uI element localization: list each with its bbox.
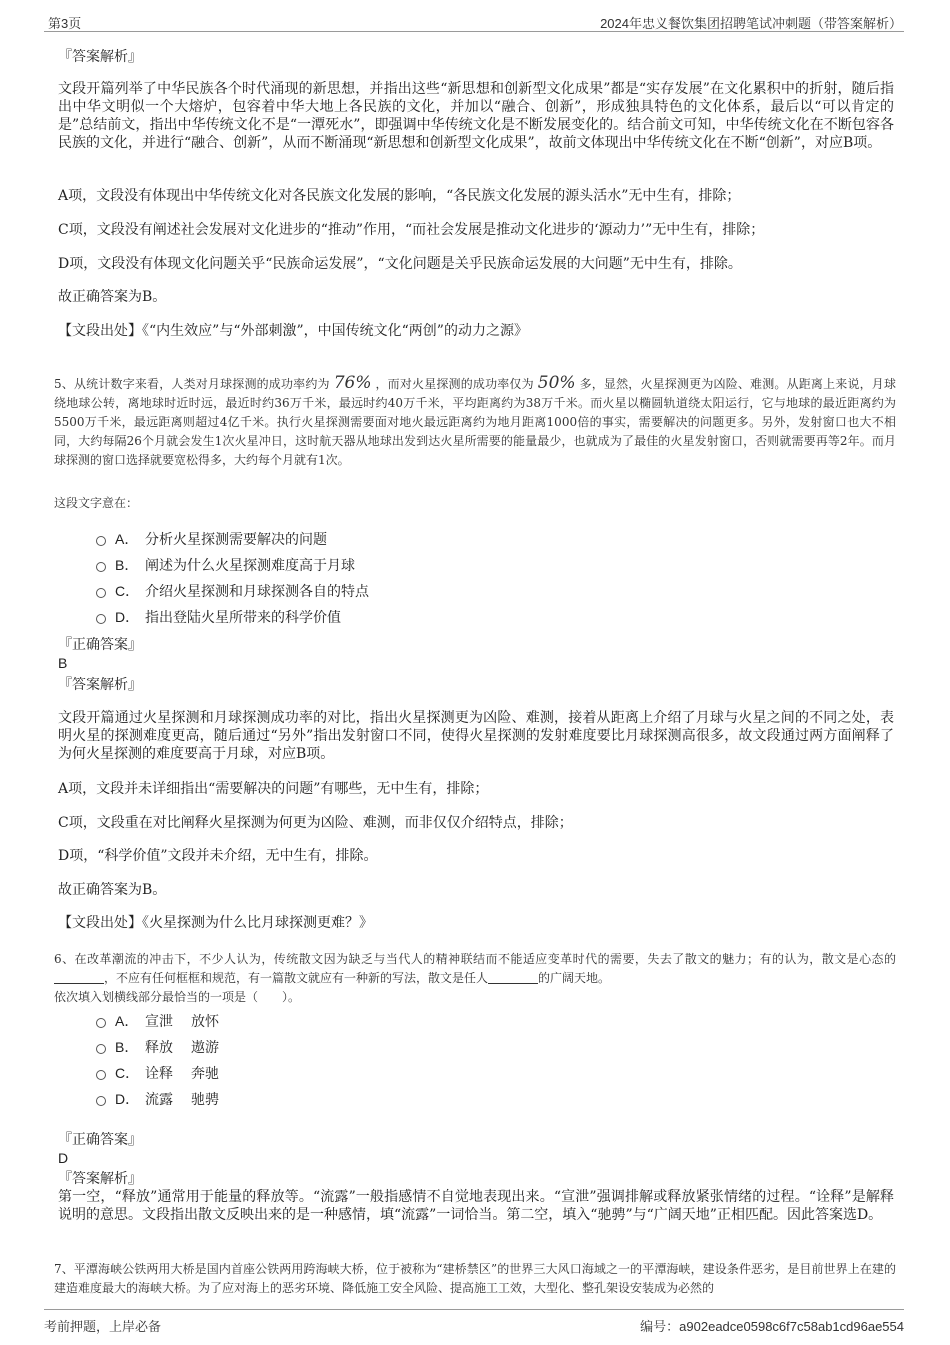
q5-option-c[interactable]: C． 介绍火星探测和月球探测各自的特点 — [96, 578, 369, 604]
q6-prompt: 依次填入划横线部分最恰当的一项是（ ）。 — [54, 990, 301, 1004]
radio-icon[interactable] — [96, 588, 106, 598]
q5-option-c-explanation: C项，文段重在对比阐释火星探测为何更为凶险、难测，而非仅仅介绍特点，排除； — [58, 815, 573, 831]
q5-prompt: 这段文字意在： — [54, 496, 139, 510]
q4-source: 【文段出处】《“内生效应”与“外部刺激”，中国传统文化“两创”的动力之源》 — [58, 323, 528, 339]
q6-option-c[interactable]: C． 诠释 奔驰 — [96, 1060, 219, 1086]
blank-2 — [488, 971, 538, 984]
q5-options — [96, 526, 369, 630]
q5-correct-answer: B — [58, 655, 68, 671]
q6-analysis: 第一空，“释放”通常用于能量的释放等。“流露”一般指感情不自觉地表现出来。“宣泄”强调排解或释放紧张情绪的过程。“诠释”是解释说明的意思。文段指出散文反映出来的是一种感情，填“流露”一词恰当。第二空，填入“驰骋”与“广阔天地”正相匹配。因此答案选D。 — [58, 1189, 894, 1223]
q4-option-d-explanation: D项，文段没有体现文化问题关乎“民族命运发展”，“文化问题是关乎民族命运发展的大问题”无中生有，排除。 — [58, 256, 742, 272]
q6-options — [96, 1008, 219, 1112]
q5-option-d[interactable]: D． 指出登陆火星所带来的科学价值 — [96, 604, 369, 630]
q6-option-a[interactable]: A． 宣泄 放怀 — [96, 1008, 219, 1034]
q6-option-b[interactable]: B． 释放 遨游 — [96, 1034, 219, 1060]
footer-slogan: 考前押题，上岸必备 — [44, 1319, 162, 1334]
q4-conclusion: 故正确答案为B。 — [58, 289, 167, 305]
q5-option-d-explanation: D项，“科学价值”文段并未介绍，无中生有，排除。 — [58, 848, 378, 864]
blank-1 — [54, 971, 104, 984]
mars-success-rate: 50% — [537, 373, 576, 393]
q5-correct-label: 『正确答案』 — [58, 637, 142, 653]
q4-analysis-label: 『答案解析』 — [58, 49, 142, 65]
q5-source: 【文段出处】《火星探测为什么比月球探测更难？》 — [58, 915, 373, 931]
page-footer — [44, 1309, 904, 1336]
q5-option-a-explanation: A项，文段并未详细指出“需要解决的问题”有哪些，无中生有，排除； — [58, 781, 489, 797]
document-id: 编号：a902eadce0598c6f7c58ab1cd96ae554 — [640, 1319, 904, 1334]
q5-stem: 5、从统计数字来看，人类对月球探测的成功率约为 76% ，而对火星探测的成功率仅为 50% 多，显然，火星探测更为凶险、难测。从距离上来说，月球绕地球公转，离地球时近时远，最近时约36万千米，最远时约40万千米，平均距离约为38万千米。而火星以椭圆轨道绕太阳运行，它与地球的最近距离约为5500万千米，最远距离则超过4亿千米。执行火星探测需要面对地火最远距离约为地月距离1000倍的事实，需要解决的问题更多。另外，发射窗口也大不相同，大约每隔26个月就会发生1次火星冲日，这时航天器从地球出发到达火星所需要的能量最少，也就成为了最佳的火星发射窗口，否则就需要再等2年。而月球探测的窗口选择就要宽松得多，大约每个月就有1次。 — [54, 373, 896, 467]
radio-icon[interactable] — [96, 614, 106, 624]
q6-correct-label: 『正确答案』 — [58, 1132, 142, 1148]
radio-icon[interactable] — [96, 562, 106, 572]
q7-stem: 7、平潭海峡公铁两用大桥是国内首座公铁两用跨海峡大桥，位于被称为“建桥禁区”的世界三大风口海域之一的平潭海峡，建设条件恶劣，是目前世界上在建的建造难度最大的海峡大桥。为了应对海上的恶劣环境、降低施工安全风险、提高施工工效，大型化、整孔架设安装成为必然的 — [54, 1262, 896, 1295]
radio-icon[interactable] — [96, 1018, 106, 1028]
q5-conclusion: 故正确答案为B。 — [58, 882, 167, 898]
q4-analysis: 文段开篇列举了中华民族各个时代涌现的新思想，并指出这些“新思想和创新型文化成果”都是“实存发展”在文化累积中的折射，随后指出中华文明似一个大熔炉，包容着中华大地上各民族的文化，并加以“融合、创新”，形成独具特色的文化体系，最后以“可以肯定的是”总结前文，指出中华传统文化不是“一潭死水”，即强调中华传统文化是不断发展变化的。结合前文可知，中华传统文化在不断包容各民族的文化，并进行“融合、创新”，从而不断涌现“新思想和创新型文化成果”，故前文体现出中华传统文化在不断“创新”，对应B项。 — [58, 81, 894, 151]
document-title: 2024年忠义餐饮集团招聘笔试冲刺题（带答案解析） — [600, 16, 902, 31]
radio-icon[interactable] — [96, 1044, 106, 1054]
q5-analysis-label: 『答案解析』 — [58, 677, 142, 693]
q6-stem: 6、在改革潮流的冲击下，不少人认为，传统散文因为缺乏与当代人的精神联结而不能适应变革时代的需要，失去了散文的魅力；有的认为，散文是心态的，不应有任何框框和规范，有一篇散文就应有一种新的写法，散文是任人 的广阔天地。 — [54, 952, 896, 985]
q5-option-a[interactable]: A． 分析火星探测需要解决的问题 — [96, 526, 369, 552]
q4-option-a-explanation: A项，文段没有体现出中华传统文化对各民族文化发展的影响，“各民族文化发展的源头活水”无中生有，排除； — [58, 188, 741, 204]
q4-option-c-explanation: C项，文段没有阐述社会发展对文化进步的“推动”作用，“而社会发展是推动文化进步的‘源动力’”无中生有，排除； — [58, 222, 765, 238]
radio-icon[interactable] — [96, 536, 106, 546]
q5-option-b[interactable]: B． 阐述为什么火星探测难度高于月球 — [96, 552, 369, 578]
q6-option-d[interactable]: D． 流露 驰骋 — [96, 1086, 219, 1112]
page-header — [44, 9, 904, 32]
q6-correct-answer: D — [58, 1150, 69, 1166]
radio-icon[interactable] — [96, 1096, 106, 1106]
q6-analysis-label: 『答案解析』 — [58, 1171, 142, 1187]
moon-success-rate: 76% — [333, 373, 372, 393]
radio-icon[interactable] — [96, 1070, 106, 1080]
page-number: 第3页 — [48, 16, 82, 31]
q5-analysis: 文段开篇通过火星探测和月球探测成功率的对比，指出火星探测更为凶险、难测，接着从距离上介绍了月球与火星之间的不同之处，表明火星的探测难度更高，随后通过“另外”指出发射窗口不同，使得火星探测的发射难度要比月球探测高很多，故文段通过两方面阐释了为何火星探测的难度要高于月球，对应B项。 — [58, 710, 894, 762]
